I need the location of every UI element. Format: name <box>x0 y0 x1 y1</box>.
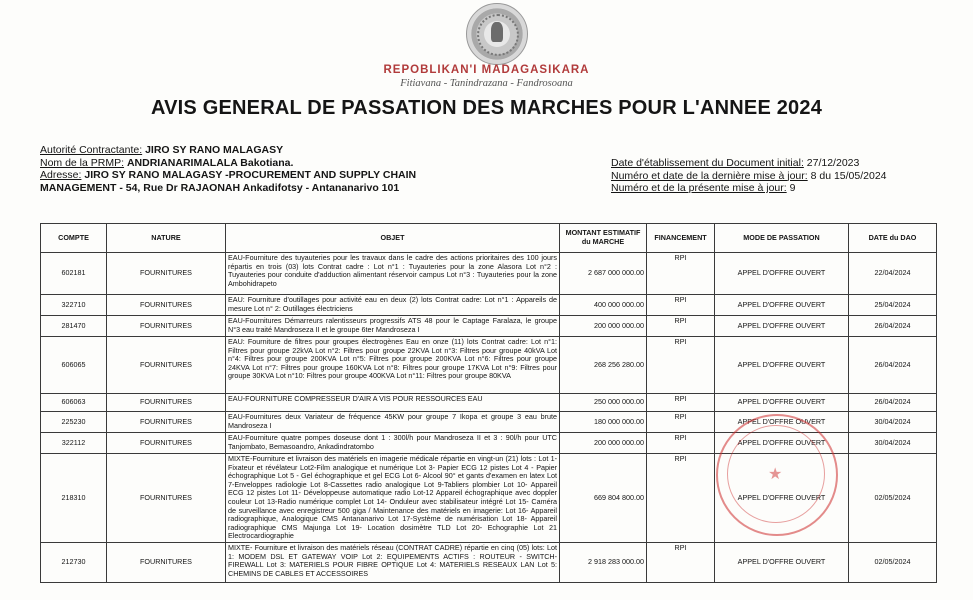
cell-financement: RPI <box>647 454 715 543</box>
cell-compte: 602181 <box>41 253 107 295</box>
cell-compte: 322710 <box>41 295 107 316</box>
cell-compte: 212730 <box>41 543 107 583</box>
cell-montant: 200 000 000.00 <box>560 433 647 454</box>
derniere-line <box>611 170 887 183</box>
cell-mode: APPEL D'OFFRE OUVERT <box>715 454 849 543</box>
cell-objet: EAU: Fourniture d'outillages pour activité eau en deux (2) lots Contrat cadre: Lot n°1 : Appareils de mesure Lot n° 2: Outillages électriciens <box>226 295 560 316</box>
cell-compte: 322112 <box>41 433 107 454</box>
cell-mode: APPEL D'OFFRE OUVERT <box>715 295 849 316</box>
autorite-label: Autorité Contractante: <box>40 144 143 156</box>
cell-montant: 268 256 280.00 <box>560 337 647 394</box>
table-row <box>41 295 937 316</box>
cell-montant: 400 000 000.00 <box>560 295 647 316</box>
cell-mode: APPEL D'OFFRE OUVERT <box>715 337 849 394</box>
table-row <box>41 337 937 394</box>
cell-compte: 606065 <box>41 337 107 394</box>
cell-mode: APPEL D'OFFRE OUVERT <box>715 412 849 433</box>
table-row <box>41 412 937 433</box>
cell-mode: APPEL D'OFFRE OUVERT <box>715 394 849 412</box>
column-header-financement: FINANCEMENT <box>647 224 715 253</box>
adresse-value-2: MANAGEMENT - 54, Rue Dr RAJAONAH Ankadifotsy - Antananarivo 101 <box>40 181 400 194</box>
column-header-nature: NATURE <box>107 224 226 253</box>
table-row <box>41 316 937 337</box>
column-header-montant: MONTANT ESTIMATIF du MARCHE <box>560 224 647 253</box>
cell-financement: RPI <box>647 412 715 433</box>
republic-motto: Fitiavana - Tanindrazana - Fandrosoana <box>400 78 573 89</box>
cell-mode: APPEL D'OFFRE OUVERT <box>715 316 849 337</box>
presente-value: 9 <box>789 182 796 194</box>
derniere-value: 8 du 15/05/2024 <box>810 169 887 182</box>
cell-nature: FOURNITURES <box>107 454 226 543</box>
presente-line <box>611 182 887 195</box>
cell-objet: EAU-Fourniture des tuyauteries pour les travaux dans le cadre des actions prioritaires des 100 jours répartis en trois (03) lots Contrat cadre : Lot n°1 : Tuyauteries pour la zone Alasora Lot n°2 : Tuyauteries pour conduite d'adduction alimentant réservoir campus Lot n°3 : Tuyauteries pour la zone Ambohidrapeto <box>226 253 560 295</box>
cell-objet: EAU-FOURNITURE COMPRESSEUR D'AIR A VIS POUR RESSOURCES EAU <box>226 394 560 412</box>
cell-mode: APPEL D'OFFRE OUVERT <box>715 253 849 295</box>
cell-date: 26/04/2024 <box>849 394 937 412</box>
cell-date: 26/04/2024 <box>849 337 937 394</box>
page-title: AVIS GENERAL DE PASSATION DES MARCHES POUR L'ANNEE 2024 <box>150 97 823 119</box>
autorite-line <box>40 144 416 157</box>
cell-montant: 669 804 800.00 <box>560 454 647 543</box>
contracting-authority-info <box>40 144 416 194</box>
cell-nature: FOURNITURES <box>107 412 226 433</box>
cell-compte: 218310 <box>41 454 107 543</box>
prmp-label: Nom de la PRMP: <box>40 156 125 169</box>
cell-mode: APPEL D'OFFRE OUVERT <box>715 543 849 583</box>
cell-financement: RPI <box>647 253 715 295</box>
cell-montant: 180 000 000.00 <box>560 412 647 433</box>
table-row <box>41 394 937 412</box>
cell-nature: FOURNITURES <box>107 337 226 394</box>
prmp-value: ANDRIANARIMALALA Bakotiana. <box>126 156 294 169</box>
column-header-objet: OBJET <box>226 224 560 253</box>
cell-date: 22/04/2024 <box>849 253 937 295</box>
table-row <box>41 433 937 454</box>
table-row <box>41 454 937 543</box>
table-row <box>41 543 937 583</box>
adresse-label: Adresse: <box>40 169 82 181</box>
cell-objet: MIXTE- Fourniture et livraison des matériels réseau (CONTRAT CADRE) répartie en cinq (05) lots: Lot 1: MODEM DSL ET GATEWAY VOIP Lot 2: EQUIPEMENTS ACTIFS : ROUTEUR - SWITCH-FIREWALL Lot 3: MATERIELS POUR FIBRE OPTIQUE Lot 4: MATERIELS RESEAUX LAN Lot 5: CHEMINS DE CABLES ET ACCESSOIRES <box>226 543 560 583</box>
date-label: Date d'établissement du Document initial: <box>611 157 804 169</box>
cell-financement: RPI <box>647 433 715 454</box>
cell-financement: RPI <box>647 394 715 412</box>
republic-seal <box>466 3 528 65</box>
cell-nature: FOURNITURES <box>107 433 226 454</box>
cell-nature: FOURNITURES <box>107 394 226 412</box>
cell-montant: 2 918 283 000.00 <box>560 543 647 583</box>
cell-date: 30/04/2024 <box>849 412 937 433</box>
cell-nature: FOURNITURES <box>107 316 226 337</box>
column-header-compte: COMPTE <box>41 224 107 253</box>
document-update-info <box>611 157 887 195</box>
cell-montant: 2 687 000 000.00 <box>560 253 647 295</box>
cell-financement: RPI <box>647 295 715 316</box>
cell-date: 30/04/2024 <box>849 433 937 454</box>
adresse-line <box>40 169 416 182</box>
cell-nature: FOURNITURES <box>107 253 226 295</box>
date-value: 27/12/2023 <box>806 157 860 169</box>
cell-montant: 250 000 000.00 <box>560 394 647 412</box>
column-header-mode: MODE DE PASSATION <box>715 224 849 253</box>
cell-date: 02/05/2024 <box>849 454 937 543</box>
cell-nature: FOURNITURES <box>107 543 226 583</box>
cell-mode: APPEL D'OFFRE OUVERT <box>715 433 849 454</box>
table-row <box>41 253 937 295</box>
presente-label: Numéro et de la présente mise à jour: <box>611 182 787 194</box>
cell-objet: EAU-Fournitures deux Variateur de fréquence 45KW pour groupe 7 Ikopa et groupe 3 eau brute Mandroseza I <box>226 412 560 433</box>
column-header-date: DATE du DAO <box>849 224 937 253</box>
cell-financement: RPI <box>647 316 715 337</box>
prmp-line <box>40 157 416 170</box>
cell-financement: RPI <box>647 337 715 394</box>
cell-date: 25/04/2024 <box>849 295 937 316</box>
cell-montant: 200 000 000.00 <box>560 316 647 337</box>
cell-nature: FOURNITURES <box>107 295 226 316</box>
procurement-table <box>40 223 937 583</box>
cell-objet: EAU-Fourniture quatre pompes doseuse dont 1 : 300l/h pour Mandroseza II et 3 : 90l/h pour UTC Tanjombato, Bemasoandro, Ankadindratombo <box>226 433 560 454</box>
adresse-value-1: JIRO SY RANO MALAGASY -PROCUREMENT AND SUPPLY CHAIN <box>84 169 417 181</box>
cell-objet: MIXTE-Fourniture et livraison des matériels en imagerie médicale répartie en vingt-un (21) lots : Lot 1-Fixateur et révélateur Lot2-Film analogique et numérique Lot 3- Papier ECG 12 pistes Lot 4 - Papier échographique Lot 5 - Gel échographique et gel ECG Lot 6- Alcool 90° et gants d'examen en latex Lot 7-Enveloppes radiologie Lot 8-Cassettes radio analogique Lot 9-Tabliers plombier Lot 10- Appareil ECG 12 pistes Lot 11- Développeuse automatique radio Lot-12 Appareil échographique avec doppler couleur Lot 13-Radio numérique complet Lot 14- Onduleur avec stabilisateur intégré Lot 15- Caméra de surveillance avec enregistreur 500 giga / Maintenance des matériels en imagerie: Lot 16- Appareil radiographique, Analogique CMS Antananarivo Lot 17-Système de numérisation Lot 18- Appareil radiographique CMS Majunga Lot 19- Location dosimètre TLD Lot 20- Echographie Lot 21 Electrocardiographie <box>226 454 560 543</box>
cell-financement: RPI <box>647 543 715 583</box>
republic-name: REPOBLIKAN'I MADAGASIKARA <box>383 64 590 76</box>
cell-compte: 281470 <box>41 316 107 337</box>
cell-compte: 606063 <box>41 394 107 412</box>
cell-objet: EAU-Fournitures Démarreurs ralentisseurs progressifs ATS 48 pour le Captage Faralaza, le groupe N°3 eau traité Mandroseza II et le groupe 6ter Mandroseza I <box>226 316 560 337</box>
table-header-row <box>41 224 937 253</box>
cell-date: 26/04/2024 <box>849 316 937 337</box>
autorite-value: JIRO SY RANO MALAGASY <box>145 144 284 156</box>
cell-date: 02/05/2024 <box>849 543 937 583</box>
derniere-label: Numéro et date de la dernière mise à jour: <box>611 169 808 182</box>
cell-compte: 225230 <box>41 412 107 433</box>
cell-objet: EAU: Fourniture de filtres pour groupes électrogènes Eau en onze (11) lots Contrat cadre: Lot n°1: Filtres pour groupe 22kVA Lot n°2: Filtres pour groupe 22KVA Lot n°3: Filtres pour groupe 40kVA Lot n°4: Filtres pour groupe 200KVA Lot n°5: Filtres pour groupe 200KVA Lot n°6: Filtres pour groupe 24KVA Lot n°7: Filtres pour groupe 160KVA Lot n°8: Filtres pour groupe 17KVA Lot n°9: Filtres pour groupe 30KVA Lot n°10: Filtres pour groupe 400KVA Lot n°11: Filtres pour groupe 80KVA <box>226 337 560 394</box>
date-line <box>611 157 887 170</box>
